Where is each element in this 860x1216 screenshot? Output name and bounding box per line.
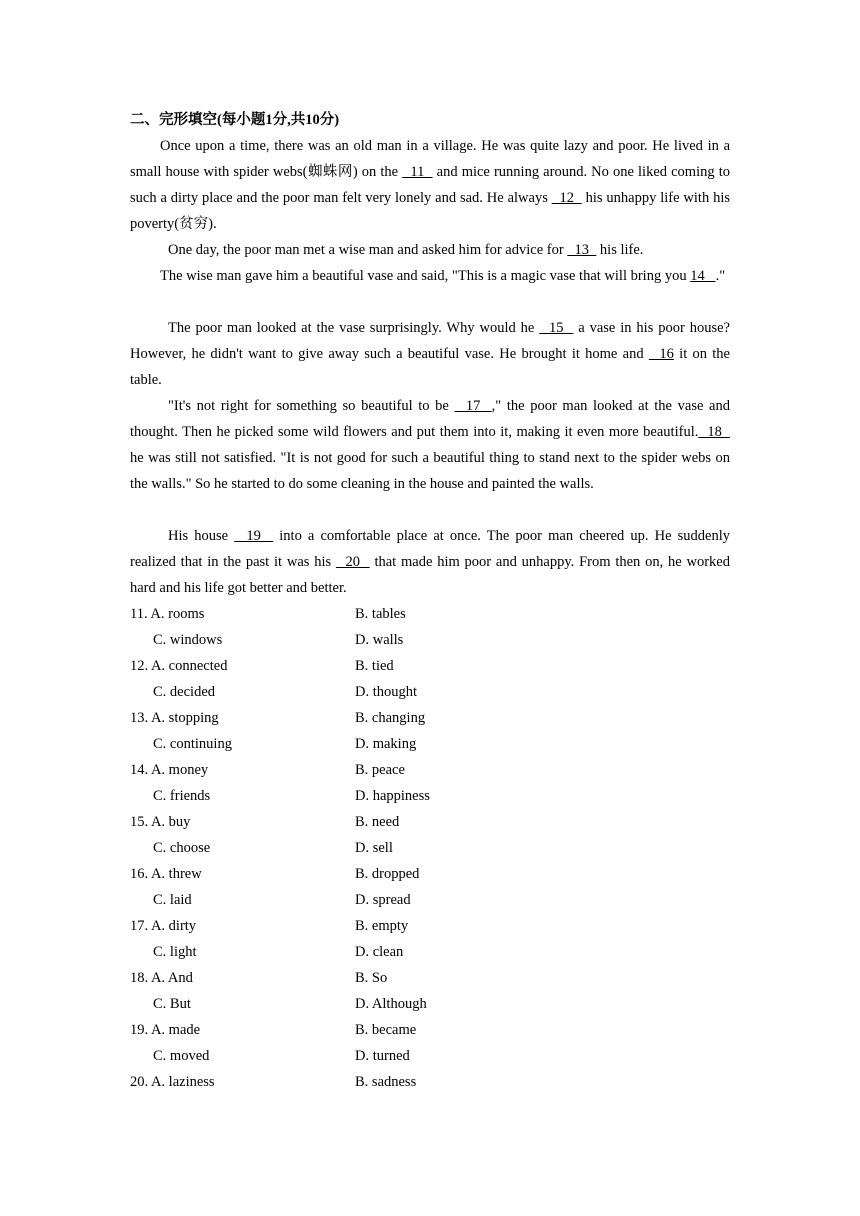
answer-blank: 20: [335, 554, 370, 570]
passage-text: One day, the poor man met a wise man and asked him for advice for: [168, 242, 568, 258]
passage-paragraph-6: [130, 523, 730, 601]
passage-paragraph-2: [130, 237, 730, 263]
option-row: [130, 1043, 730, 1069]
passage-text: His house: [168, 528, 235, 544]
option-a: 17. A. dirty: [130, 918, 197, 934]
option-b: B. So: [355, 970, 388, 986]
option-c: C. choose: [153, 840, 211, 856]
option-a: 20. A. laziness: [130, 1074, 215, 1090]
option-row: [130, 809, 730, 835]
option-d: D. walls: [355, 632, 404, 648]
passage-text: a vase in his poor house? However, he didn't want to give away such a beautiful vase. He brought it home and: [130, 320, 730, 362]
option-row: [130, 627, 730, 653]
option-c: C. decided: [153, 684, 216, 700]
passage-paragraph-4: [130, 315, 730, 393]
answer-blank: 14: [690, 268, 716, 284]
option-c: C. continuing: [153, 736, 232, 752]
passage-text: ," the poor man looked at the vase and thought. Then he picked some wild flowers and put them into it, making it even more beautiful.: [130, 398, 730, 440]
option-b: B. tied: [355, 658, 394, 674]
option-d: D. making: [355, 736, 417, 752]
option-b: B. peace: [355, 762, 405, 778]
option-b: B. changing: [355, 710, 426, 726]
option-row: [130, 653, 730, 679]
option-row: [130, 887, 730, 913]
option-d: D. turned: [355, 1048, 410, 1064]
option-row: [130, 835, 730, 861]
answer-blank: 18: [698, 424, 731, 440]
passage-text: and mice running around. No one liked coming to such a dirty place and the poor man felt very lonely and sad. He always: [130, 164, 730, 206]
option-c: C. windows: [153, 632, 223, 648]
option-b: B. need: [355, 814, 400, 830]
passage-text: he was still not satisfied. "It is not good for such a beautiful thing to stand next to the spider webs on the walls." So he started to do some cleaning in the house and painted the walls.: [130, 450, 730, 492]
passage-text: that made him poor and unhappy. From then on, he worked hard and his life got better and better.: [130, 554, 730, 596]
option-row: [130, 757, 730, 783]
option-row: [130, 1069, 730, 1095]
passage-text: it on the table.: [130, 346, 730, 388]
option-a: 16. A. threw: [130, 866, 202, 882]
option-a: 15. A. buy: [130, 814, 191, 830]
answer-blank: 19: [234, 528, 274, 544]
option-d: D. clean: [355, 944, 404, 960]
option-c: C. moved: [153, 1048, 210, 1064]
option-d: D. spread: [355, 892, 411, 908]
option-a: 13. A. stopping: [130, 710, 219, 726]
passage-text: Once upon a time, there was an old man in a village. He was quite lazy and poor. He lived in a small house with spider webs(蜘蛛网) on the: [130, 138, 730, 180]
option-row: [130, 939, 730, 965]
option-b: B. tables: [355, 606, 406, 622]
option-d: D. happiness: [355, 788, 430, 804]
passage-text: .": [715, 268, 726, 284]
passage-text: his life.: [596, 242, 644, 258]
answer-blank: 16: [648, 346, 674, 362]
option-d: D. Although: [355, 996, 427, 1012]
passage-paragraph-3: [130, 263, 730, 289]
passage-text: into a comfortable place at once. The poor man cheered up. He suddenly realized that in the past it was his: [130, 528, 730, 570]
answer-blank: 17: [454, 398, 492, 414]
option-c: C. friends: [153, 788, 211, 804]
option-row: [130, 731, 730, 757]
option-a: 19. A. made: [130, 1022, 201, 1038]
section-title: 二、完形填空(每小题1分,共10分): [130, 112, 340, 128]
option-row: [130, 861, 730, 887]
option-c: C. light: [153, 944, 197, 960]
answer-blank: 15: [539, 320, 574, 336]
option-d: D. sell: [355, 840, 393, 856]
passage-text: The poor man looked at the vase surprisingly. Why would he: [168, 320, 540, 336]
passage-paragraph-1: [130, 133, 730, 237]
passage-text: his unhappy life with his poverty(贫穷).: [130, 190, 730, 232]
option-a: 14. A. money: [130, 762, 209, 778]
passage-paragraph-5: [130, 393, 730, 497]
option-row: [130, 783, 730, 809]
option-c: C. laid: [153, 892, 192, 908]
answer-blank: 12: [551, 190, 582, 206]
option-row: [130, 705, 730, 731]
option-row: [130, 913, 730, 939]
option-b: B. empty: [355, 918, 409, 934]
option-a: 11. A. rooms: [130, 606, 205, 622]
option-a: 12. A. connected: [130, 658, 228, 674]
option-row: [130, 965, 730, 991]
option-row: [130, 601, 730, 627]
passage-text: The wise man gave him a beautiful vase and said, "This is a magic vase that will bring you: [160, 268, 691, 284]
option-b: B. became: [355, 1022, 417, 1038]
answer-blank: 13: [567, 242, 597, 258]
option-row: [130, 679, 730, 705]
option-b: B. dropped: [355, 866, 420, 882]
passage-text: "It's not right for something so beautiful to be: [168, 398, 455, 414]
answer-blank: 11: [402, 164, 433, 180]
option-b: B. sadness: [355, 1074, 417, 1090]
option-d: D. thought: [355, 684, 418, 700]
option-c: C. But: [153, 996, 191, 1012]
option-row: [130, 1017, 730, 1043]
option-row: [130, 991, 730, 1017]
option-a: 18. A. And: [130, 970, 193, 986]
